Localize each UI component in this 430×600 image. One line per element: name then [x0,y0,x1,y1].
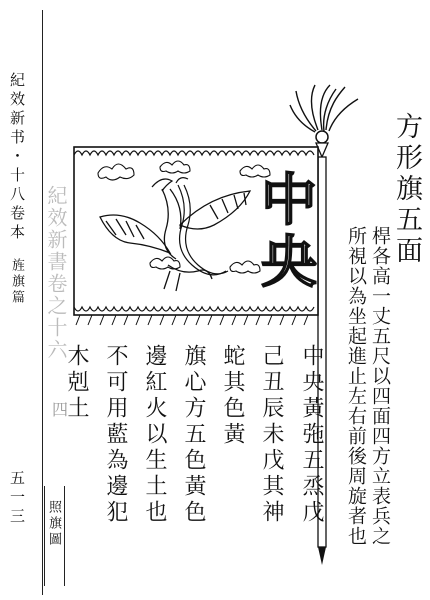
text-line-6: 旗心方五色黃色 [181,344,206,526]
flag-title: 方形旗五面 [391,112,422,267]
text-line-7: 邊紅火以生土也 [142,344,167,526]
faded-label: 四 [52,400,69,419]
label-box-left [44,486,45,586]
book-signature: 紀效新书・十八卷本 [8,72,26,243]
banner-character: 中央 [252,170,318,294]
pole-ball [316,131,328,143]
label-box-right [64,486,65,586]
margin-rule [42,10,43,595]
faded-overprint: 紀效新書卷之十六 [44,185,68,361]
picture-label: 照旗圖 [46,500,61,548]
text-line-5: 蛇其色黃 [220,344,245,448]
text-line-3: 中央黃㢮五烝戊 [299,344,324,526]
text-line-4: 己丑辰未戊其神 [259,344,284,526]
text-line-9: 木剋土 [64,344,89,422]
pole-tip [318,547,326,565]
flag-bottom-fringe [76,315,308,325]
pole-tassel [290,85,358,132]
chapter-name: 旌旗篇 [9,258,24,306]
text-line-1: 桿各高一丈五尺以四面四方立表兵之 [369,226,391,546]
page-number: 五一三 [8,470,26,527]
text-line-2: 所視以為坐起進止左右前後周旋者也 [345,226,367,546]
text-line-8: 不可用藍為邊犯 [103,344,128,526]
